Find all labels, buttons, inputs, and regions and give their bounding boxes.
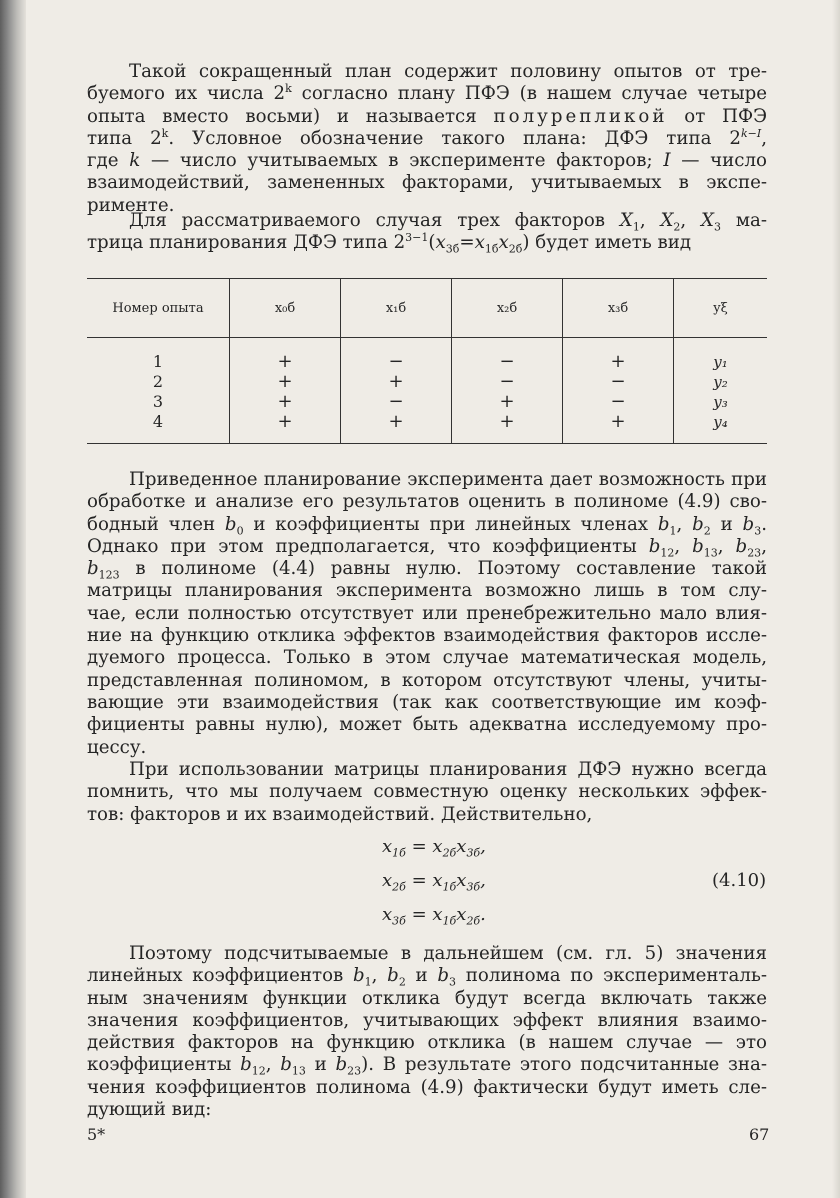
sign-value: + bbox=[277, 371, 293, 392]
experiment-number: 2 bbox=[152, 372, 164, 391]
sign-value: − bbox=[610, 371, 626, 392]
text-line: чае, если полностью отсутствует или пренебрежительно мало влия- bbox=[87, 602, 767, 624]
col-header-x2: x₂б bbox=[452, 279, 563, 338]
paragraph-half-replica bbox=[87, 61, 767, 217]
x3-column-cell bbox=[563, 338, 674, 444]
sign-value: + bbox=[499, 411, 515, 432]
text-line: опыта вместо восьми) и называется полурепликой от ПФЭ bbox=[87, 105, 767, 127]
text-line: чения коэффициентов полинома (4.9) фактически будут иметь сле- bbox=[87, 1076, 767, 1098]
text-line: где k — число учитываемых в эксперименте факторов; I — число bbox=[87, 150, 767, 172]
experiment-number: 1 bbox=[152, 352, 164, 371]
equation-x2: $x_{2б} = x_{1б}x_{3б}$, bbox=[382, 870, 486, 894]
text-line: бодный член $b_0$ и коэффициенты при линейных членах $b_1$, $b_2$ и $b_3$. bbox=[87, 513, 767, 538]
paragraph-joint-estimate bbox=[87, 759, 767, 826]
text-line: значения коэффициентов, учитывающих эффект влияния взаимо- bbox=[87, 1009, 767, 1031]
x1-column-cell bbox=[341, 338, 452, 444]
paragraph-linear-coefficients bbox=[87, 943, 767, 1121]
text-line: помнить, что мы получаем совместную оценку нескольких эффек- bbox=[87, 781, 767, 803]
col-header-y: yξ bbox=[674, 279, 768, 338]
text-line: трица планирования ДФЭ типа $2^{3-1}(x_{3б}=x_{1б}x_{2б})$ будет иметь вид bbox=[87, 231, 692, 256]
text-line: линейных коэффициентов $b_1$, $b_2$ и $b_3$ полинома по эксперименталь- bbox=[87, 965, 767, 989]
text-line: буемого их числа 2$^k$ согласно плану ПФЭ (в нашем случае четыре bbox=[87, 82, 768, 105]
response-value: y₃ bbox=[713, 393, 728, 411]
sign-value: − bbox=[610, 391, 626, 412]
text-line: дующий вид: bbox=[87, 1099, 212, 1121]
sign-value: − bbox=[388, 391, 404, 412]
paragraph-three-factors bbox=[87, 210, 767, 255]
x2-column-cell bbox=[452, 338, 563, 444]
page-number: 67 bbox=[749, 1125, 770, 1144]
sign-value: + bbox=[388, 371, 404, 392]
table-header-row bbox=[87, 279, 767, 338]
sign-value: − bbox=[499, 351, 515, 372]
paragraph-planning-explanation bbox=[87, 469, 767, 759]
response-column-cell bbox=[674, 338, 768, 444]
signature-mark: 5* bbox=[87, 1125, 106, 1144]
experiment-number-cell bbox=[87, 338, 230, 444]
text-line: типа 2$^k$. Условное обозначение такого плана: ДФЭ типа $2^{k-I}$, bbox=[87, 126, 767, 149]
planning-matrix-table bbox=[87, 278, 767, 444]
text-line: ным значениям функции отклика будут всегда включать также bbox=[87, 987, 767, 1009]
response-value: y₄ bbox=[713, 413, 728, 431]
text-line: коэффициенты $b_{12}$, $b_{13}$ и $b_{23}$). В результате этого подсчитанные зна- bbox=[87, 1054, 767, 1079]
text-line: Такой сокращенный план содержит половину опытов от тре- bbox=[129, 61, 767, 82]
text-line: Для рассматриваемого случая трех факторов $X_1$, $X_2$, $X_3$ ма- bbox=[129, 210, 767, 234]
equation-x1: $x_{1б} = x_{2б}x_{3б}$, bbox=[382, 836, 486, 860]
sign-value: + bbox=[499, 391, 515, 412]
col-header-experiment-number: Номер опыта bbox=[87, 279, 230, 338]
equation-x3: $x_{3б} = x_{1б}x_{2б}$. bbox=[382, 904, 486, 928]
sign-value: + bbox=[388, 411, 404, 432]
text-line: матрицы планирования эксперимента возможно лишь в том слу- bbox=[87, 580, 767, 602]
experiment-number: 3 bbox=[152, 392, 164, 411]
sign-value: − bbox=[388, 351, 404, 372]
sign-value: + bbox=[277, 391, 293, 412]
text-line: Однако при этом предполагается, что коэффициенты $b_{12}$, $b_{13}$, $b_{23}$, bbox=[87, 535, 767, 560]
x0-column-cell bbox=[230, 338, 341, 444]
text-line: фициенты равны нулю), может быть адекватна исследуемому про- bbox=[87, 714, 767, 736]
sign-value: + bbox=[277, 351, 293, 372]
col-header-x1: x₁б bbox=[341, 279, 452, 338]
text-line: представленная полиномом, в котором отсутствуют члены, учиты- bbox=[87, 669, 767, 691]
sign-value: + bbox=[610, 411, 626, 432]
sign-value: − bbox=[499, 371, 515, 392]
text-line: $b_{123}$ в полиноме (4.4) равны нулю. Поэтому составление такой bbox=[87, 558, 767, 582]
table-body-row bbox=[87, 338, 767, 444]
text-line: При использовании матрицы планирования ДФЭ нужно всегда bbox=[129, 759, 767, 780]
text-line: Приведенное планирование эксперимента дает возможность при bbox=[129, 469, 767, 490]
text-line: цессу. bbox=[87, 736, 147, 758]
text-line: ние на функцию отклика эффектов взаимодействия факторов иссле- bbox=[87, 625, 767, 647]
response-value: y₁ bbox=[713, 353, 728, 371]
text-line: тов: факторов и их взаимодействий. Действительно, bbox=[87, 803, 593, 825]
text-line: вающие эти взаимодействия (так как соответствующие им коэф- bbox=[87, 691, 767, 713]
text-line: Поэтому подсчитываемые в дальнейшем (см. гл. 5) значения bbox=[129, 943, 767, 964]
experiment-number: 4 bbox=[152, 412, 164, 431]
text-line: дуемого процесса. Только в этом случае математическая модель, bbox=[87, 647, 767, 669]
sign-value: + bbox=[277, 411, 293, 432]
text-line: рименте. bbox=[87, 194, 175, 216]
book-spine-shadow bbox=[0, 0, 26, 1198]
response-value: y₂ bbox=[713, 373, 728, 391]
page-edge-shadow bbox=[832, 0, 840, 1198]
col-header-x3: x₃б bbox=[563, 279, 674, 338]
text-line: взаимодействий, замененных факторами, учитываемых в экспе- bbox=[87, 172, 767, 194]
equation-number: (4.10) bbox=[712, 870, 767, 891]
sign-value: + bbox=[610, 351, 626, 372]
text-line: действия факторов на функцию отклика (в нашем случае — это bbox=[87, 1032, 767, 1054]
text-line: обработке и анализе его результатов оценить в полиноме (4.9) сво- bbox=[87, 491, 767, 513]
col-header-x0: x₀б bbox=[230, 279, 341, 338]
